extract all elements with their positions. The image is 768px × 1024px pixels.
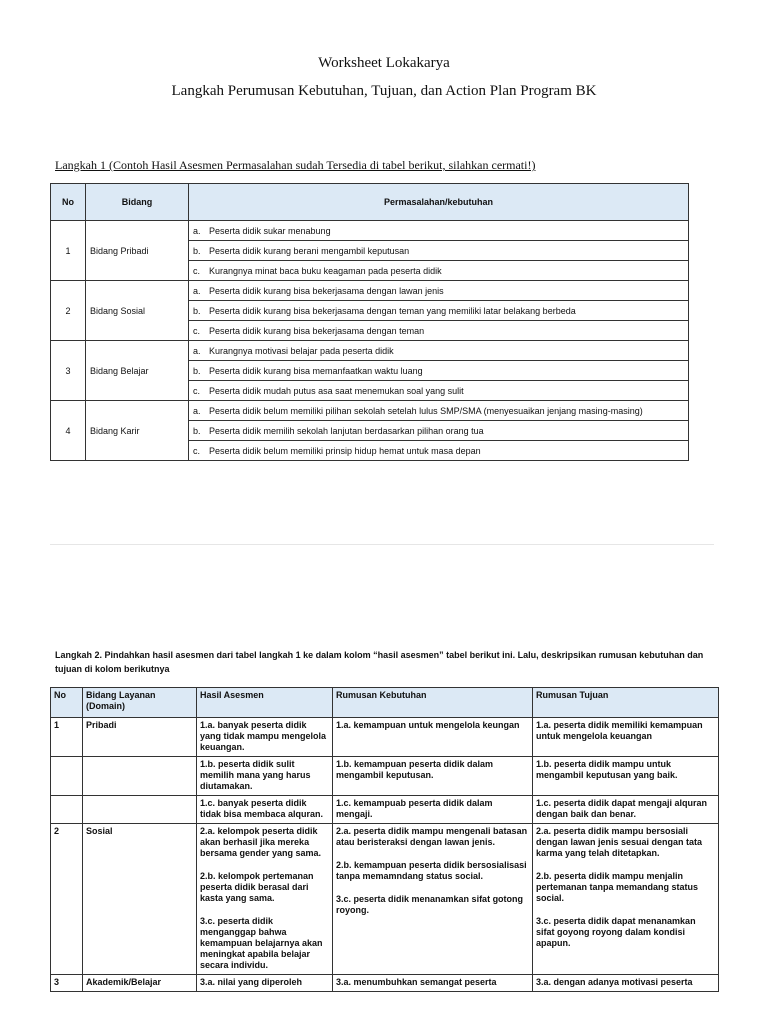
entry-tujuan: 3.c. peserta didik dapat menanamkan sifat goyong royong dalam kondisi apapun.	[536, 916, 696, 948]
row-domain: Pribadi	[83, 718, 197, 757]
table-header-row	[51, 184, 689, 221]
worksheet-subtitle: Langkah Perumusan Kebutuhan, Tujuan, dan Action Plan Program BK	[171, 83, 597, 99]
row-bidang: Bidang Pribadi	[86, 221, 189, 281]
row-number: 1	[51, 221, 86, 281]
table-row	[51, 796, 719, 824]
cell-asesmen: 1.c. banyak peserta didik tidak bisa membaca alquran.	[197, 796, 333, 824]
cell-tujuan: 1.a. peserta didik memiliki kemampuan untuk mengelola keuangan	[533, 718, 719, 757]
page-separator	[50, 544, 714, 545]
entry-gap	[536, 859, 715, 871]
problem-cell	[189, 421, 689, 441]
entry-kebutuhan: 3.c. peserta didik menanamkan sifat gotong royong.	[336, 894, 524, 915]
problem-text: Peserta didik kurang bisa bekerjasama dengan teman yang memiliki latar belakang berbeda	[209, 305, 576, 316]
row-number: 1	[51, 718, 83, 757]
cell-asesmen: 1.b. peserta didik sulit memilih mana yang harus diutamakan.	[197, 757, 333, 796]
problem-text: Kurangnya motivasi belajar pada peserta didik	[209, 345, 394, 356]
problem-text: Peserta didik belum memiliki pilihan sekolah setelah lulus SMP/SMA (menyesuaikan jenjang masing-masing)	[209, 405, 643, 416]
problem-text: Peserta didik kurang berani mengambil keputusan	[209, 245, 410, 256]
problem-cell	[189, 321, 689, 341]
problem-cell	[189, 361, 689, 381]
problem-text: Peserta didik memilih sekolah lanjutan berdasarkan pilihan orang tua	[209, 425, 484, 436]
problem-letter: b.	[193, 305, 201, 316]
problem-letter: c.	[193, 325, 201, 336]
cell-kebutuhan: 1.b. kemampuan peserta didik dalam mengambil keputusan.	[333, 757, 533, 796]
cell-tujuan: 1.c. peserta didik dapat mengaji alquran dengan baik dan benar.	[533, 796, 719, 824]
problem-cell	[189, 381, 689, 401]
entry-gap	[200, 904, 329, 916]
entry-gap	[336, 882, 529, 894]
problem-text: Peserta didik belum memiliki prinsip hidup hemat untuk masa depan	[209, 445, 481, 456]
cell-kebutuhan: 3.a. menumbuhkan semangat peserta	[333, 975, 533, 992]
table-row	[51, 757, 719, 796]
problem-text: Peserta didik kurang bisa memanfaatkan waktu luang	[209, 365, 423, 376]
row-bidang: Bidang Karir	[86, 401, 189, 461]
step1-label: Langkah 1 (Contoh Hasil Asesmen Permasalahan sudah Tersedia di tabel berikut, silahkan cermati!)	[55, 158, 536, 172]
cell-asesmen: 3.a. nilai yang diperoleh	[197, 975, 333, 992]
problem-letter: b.	[193, 425, 201, 436]
needs-goals-table	[50, 687, 719, 992]
cell-tujuan	[533, 824, 719, 975]
row-number: 3	[51, 975, 83, 992]
entry-tujuan: 2.b. peserta didik mampu menjalin pertemanan tanpa memandang status social.	[536, 871, 699, 903]
problem-cell	[189, 301, 689, 321]
row-domain: Akademik/Belajar	[83, 975, 197, 992]
cell-kebutuhan: 1.a. kemampuan untuk mengelola keungan	[333, 718, 533, 757]
problem-cell	[189, 441, 689, 461]
table-row	[51, 401, 689, 421]
col-no-header: No	[51, 184, 86, 221]
cell-kebutuhan: 1.c. kemampuab peserta didik dalam mengaji.	[333, 796, 533, 824]
problem-cell	[189, 241, 689, 261]
cell-asesmen	[197, 824, 333, 975]
problem-letter: a.	[193, 285, 201, 296]
table-row	[51, 221, 689, 241]
row-number: 3	[51, 341, 86, 401]
cell-tujuan: 3.a. dengan adanya motivasi peserta	[533, 975, 719, 992]
problem-letter: c.	[193, 385, 201, 396]
worksheet-title: Worksheet Lokakarya	[318, 55, 450, 71]
problem-text: Peserta didik sukar menabung	[209, 225, 331, 236]
table-row	[51, 281, 689, 301]
table-header-row	[51, 688, 719, 718]
row-number: 2	[51, 824, 83, 975]
entry-tujuan: 2.a. peserta didik mampu bersosiali dengan lawan jenis sesuai dengan tata karma yang telah ditetapkan.	[536, 826, 703, 858]
col-domain-header: Bidang Layanan (Domain)	[83, 688, 197, 718]
problem-letter: b.	[193, 365, 201, 376]
problem-text: Peserta didik kurang bisa bekerjasama dengan lawan jenis	[209, 285, 444, 296]
col-bidang-header: Bidang	[86, 184, 189, 221]
entry-gap	[200, 859, 329, 871]
problem-letter: a.	[193, 345, 201, 356]
entry-asesmen: 3.c. peserta didik menganggap bahwa kemampuan belajarnya akan meningkat apabila belajar secara individu.	[200, 916, 323, 970]
cell-kebutuhan	[333, 824, 533, 975]
row-domain: Sosial	[83, 824, 197, 975]
row-domain	[83, 796, 197, 824]
entry-kebutuhan: 2.a. peserta didik mampu mengenali batasan atau beristeraksi dengan lawan jenis.	[336, 826, 528, 847]
problem-cell	[189, 341, 689, 361]
problem-cell	[189, 281, 689, 301]
col-no-header: No	[51, 688, 83, 718]
row-number	[51, 757, 83, 796]
cell-asesmen: 1.a. banyak peserta didik yang tidak mampu mengelola keuangan.	[197, 718, 333, 757]
entry-asesmen: 2.a. kelompok peserta didik akan berhasil jika mereka bersama gender yang sama.	[200, 826, 322, 858]
cell-tujuan: 1.b. peserta didik mampu untuk mengambil keputusan yang baik.	[533, 757, 719, 796]
problem-letter: c.	[193, 445, 201, 456]
problem-letter: b.	[193, 245, 201, 256]
problem-cell	[189, 221, 689, 241]
entry-kebutuhan: 2.b. kemampuan peserta didik bersosialisasi tanpa memamndang status social.	[336, 860, 527, 881]
problem-text: Kurangnya minat baca buku keagaman pada peserta didik	[209, 265, 442, 276]
problem-letter: a.	[193, 225, 201, 236]
problem-cell	[189, 261, 689, 281]
table-row	[51, 975, 719, 992]
entry-gap	[536, 904, 715, 916]
row-domain	[83, 757, 197, 796]
col-permasalahan-header: Permasalahan/kebutuhan	[189, 184, 689, 221]
row-number: 4	[51, 401, 86, 461]
col-kebutuhan-header: Rumusan Kebutuhan	[333, 688, 533, 718]
col-tujuan-header: Rumusan Tujuan	[533, 688, 719, 718]
col-asesmen-header: Hasil Asesmen	[197, 688, 333, 718]
row-number	[51, 796, 83, 824]
problem-text: Peserta didik kurang bisa bekerjasama dengan teman	[209, 325, 425, 336]
problem-letter: a.	[193, 405, 201, 416]
row-bidang: Bidang Sosial	[86, 281, 189, 341]
row-number: 2	[51, 281, 86, 341]
problem-text: Peserta didik mudah putus asa saat menemukan soal yang sulit	[209, 385, 464, 396]
row-bidang: Bidang Belajar	[86, 341, 189, 401]
entry-asesmen: 2.b. kelompok pertemanan peserta didik berasal dari kasta yang sama.	[200, 871, 314, 903]
table-row	[51, 341, 689, 361]
entry-gap	[336, 848, 529, 860]
problem-cell	[189, 401, 689, 421]
table-row	[51, 718, 719, 757]
problem-letter: c.	[193, 265, 201, 276]
assessment-table	[50, 183, 689, 461]
step2-label: Langkah 2. Pindahkan hasil asesmen dari tabel langkah 1 ke dalam kolom “hasil asesmen” tabel berikut ini. Lalu, deskripsikan rumusan kebutuhan dan tujuan di kolom berikutnya	[55, 650, 704, 674]
table-row	[51, 824, 719, 975]
